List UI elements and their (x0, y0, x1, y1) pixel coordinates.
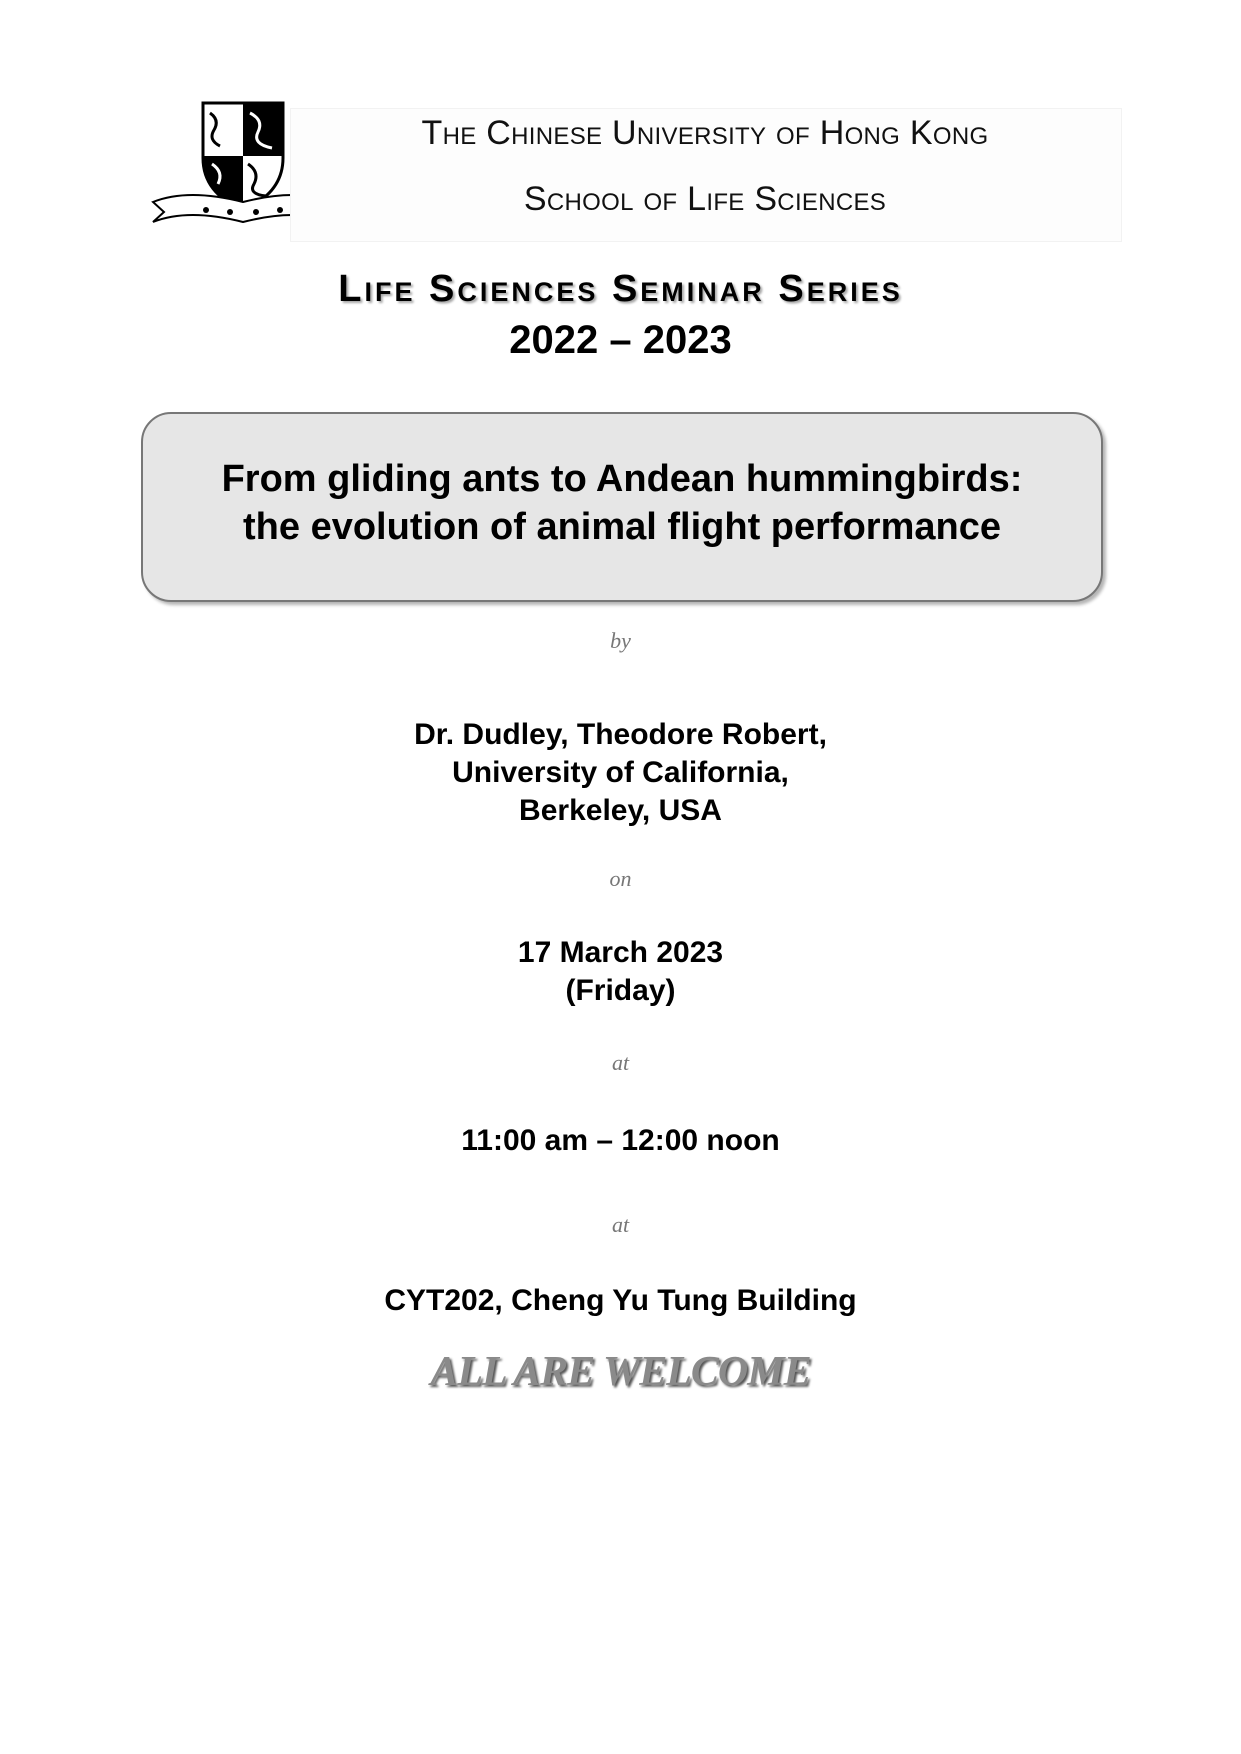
seminar-series-title: Life Sciences Seminar Series (338, 268, 903, 310)
seminar-time: 11:00 am – 12:00 noon (461, 1124, 780, 1157)
on-label: on (609, 866, 632, 891)
university-name: The Chinese University of Hong Kong (421, 114, 989, 152)
at-time-label: at (611, 1050, 630, 1075)
seminar-weekday: (Friday) (565, 974, 676, 1007)
talk-title (141, 455, 1103, 551)
speaker-block (0, 716, 1241, 830)
talk-title-line-1: From gliding ants to Andean hummingbirds: (221, 458, 1023, 500)
school-name: School of Life Sciences (523, 180, 887, 218)
talk-title-line-2: the evolution of animal flight performance (243, 506, 1001, 548)
speaker-name: Dr. Dudley, Theodore Robert, (414, 718, 827, 751)
speaker-affiliation: University of California, (452, 756, 789, 789)
seminar-venue: CYT202, Cheng Yu Tung Building (384, 1284, 857, 1317)
date-block (0, 934, 1241, 1010)
by-label: by (610, 628, 631, 653)
seminar-date: 17 March 2023 (517, 936, 724, 969)
at-venue-label: at (611, 1212, 630, 1237)
seminar-series-year: 2022 – 2023 (509, 318, 732, 362)
speaker-location: Berkeley, USA (519, 794, 722, 827)
welcome-message: ALL ARE WELCOME (430, 1349, 811, 1395)
